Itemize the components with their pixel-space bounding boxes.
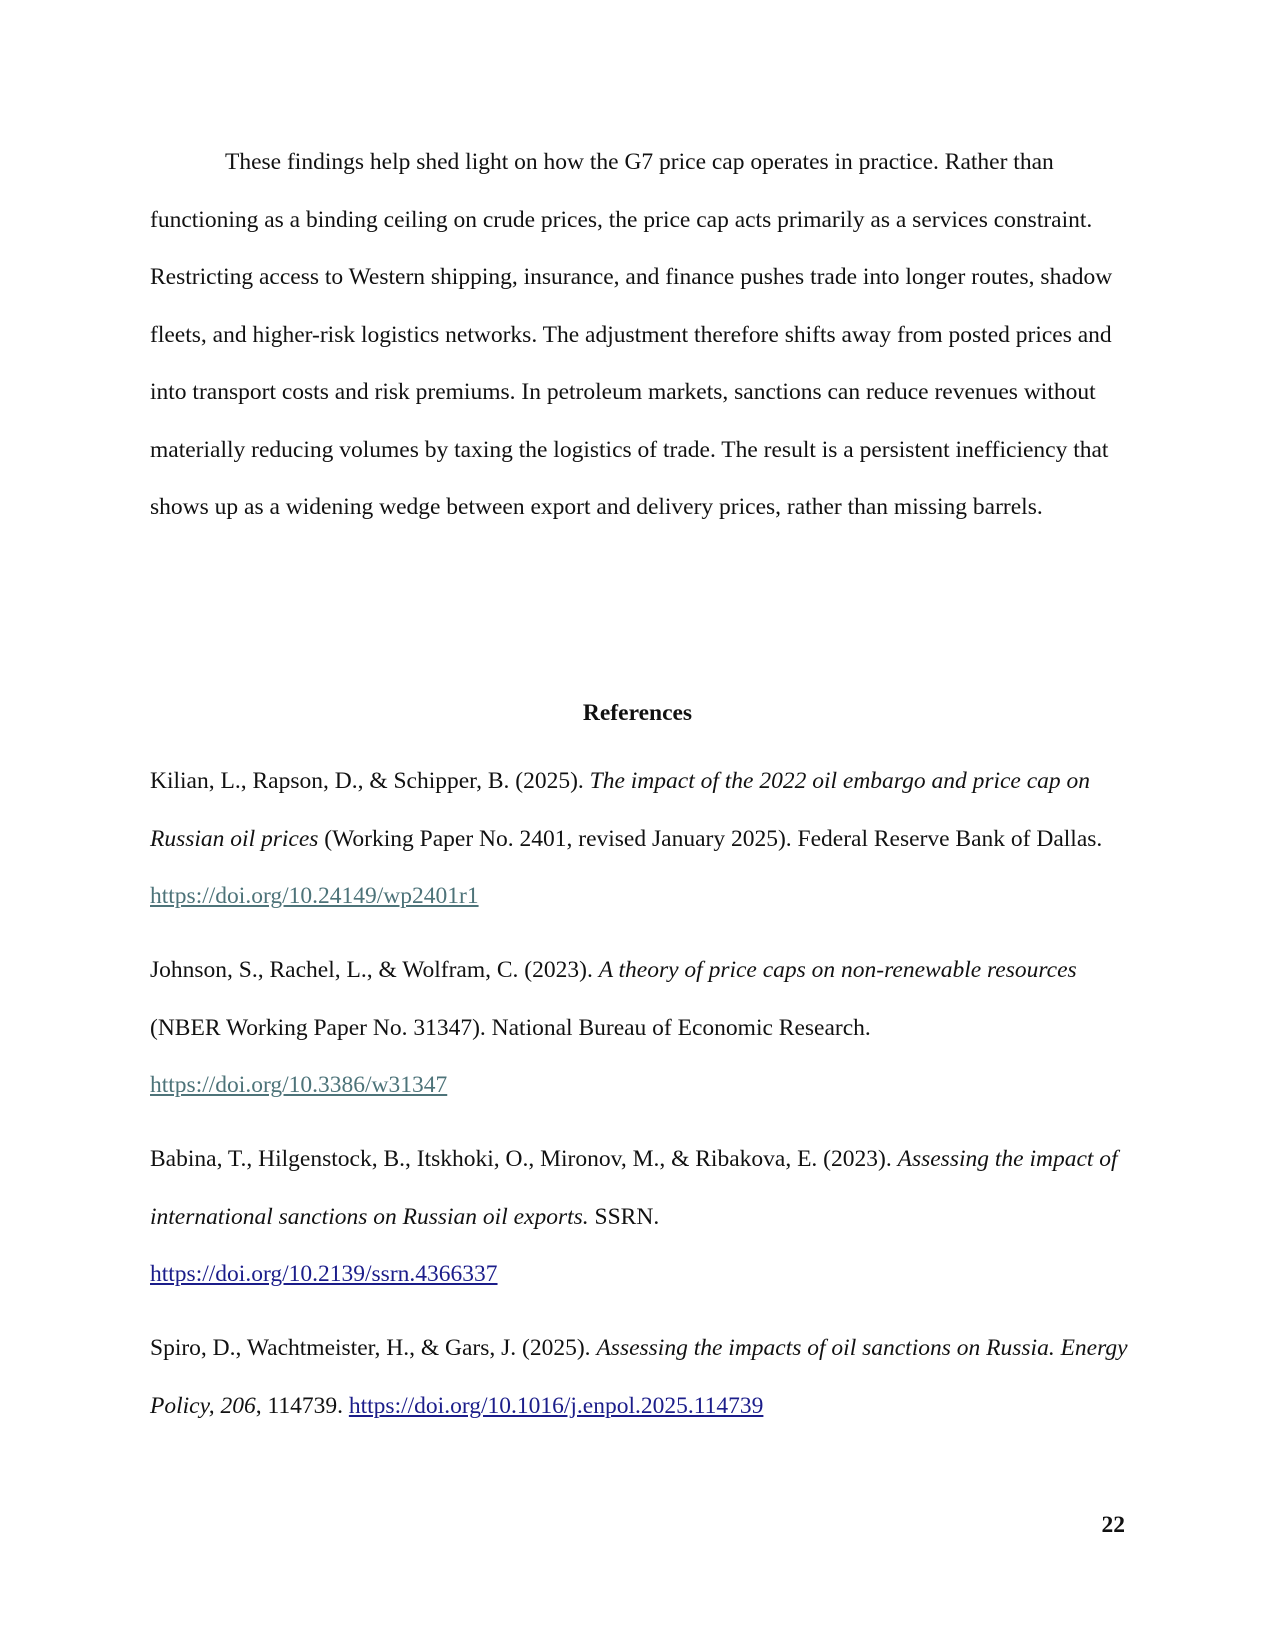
reference-entry	[150, 1131, 1135, 1304]
reference-entry	[150, 1320, 1135, 1435]
reference-doi-link[interactable]: https://doi.org/10.1016/j.enpol.2025.114739	[348, 1392, 764, 1419]
reference-title: A theory of price caps on non-renewable resources	[598, 957, 1077, 983]
reference-details: (NBER Working Paper No. 31347). National Bureau of Economic Research.	[150, 1014, 871, 1041]
body-paragraph: These findings help shed light on how the G7 price cap operates in practice. Rather than functioning as a binding ceiling on crude prices, the price cap acts primarily as a services constraint. Restricting access to Western shipping, insurance, and finance pushes trade into longer routes, shadow fleets, and higher-risk logistics networks. The adjustment therefore shifts away from posted prices and into transport costs and risk premiums. In petroleum markets, sanctions can reduce revenues without materially reducing volumes by taxing the logistics of trade. The result is a persistent inefficiency that shows up as a widening wedge between export and delivery prices, rather than missing barrels.	[150, 149, 1113, 520]
references-heading: References	[582, 700, 693, 726]
reference-authors: Spiro, D., Wachtmeister, H., & Gars, J. (2025).	[150, 1335, 597, 1361]
reference-entry	[150, 753, 1135, 926]
reference-authors: Johnson, S., Rachel, L., & Wolfram, C. (2023).	[150, 957, 599, 983]
reference-entry	[150, 942, 1135, 1115]
reference-authors: Babina, T., Hilgenstock, B., Itskhoki, O., Mironov, M., & Ribakova, E. (2023).	[150, 1146, 898, 1172]
reference-title: The impact of the 2022 oil embargo and price cap on Russian oil prices	[150, 768, 1091, 852]
reference-details: SSRN.	[588, 1203, 660, 1230]
reference-authors: Kilian, L., Rapson, D., & Schipper, B. (2025).	[150, 768, 590, 794]
page-number: 22	[1101, 1512, 1125, 1538]
reference-title: Assessing the impact of international sanctions on Russian oil exports.	[150, 1146, 1118, 1230]
reference-details: (Working Paper No. 2401, revised January 2025). Federal Reserve Bank of Dallas.	[318, 825, 1103, 852]
reference-doi-link[interactable]: https://doi.org/10.2139/ssrn.4366337	[150, 1261, 498, 1287]
reference-doi-link[interactable]: https://doi.org/10.3386/w31347	[150, 1072, 448, 1098]
reference-doi-link[interactable]: https://doi.org/10.24149/wp2401r1	[150, 883, 479, 909]
reference-title: Assessing the impacts of oil sanctions on Russia. Energy Policy, 206	[150, 1335, 1128, 1419]
reference-details: , 114739.	[255, 1392, 349, 1419]
